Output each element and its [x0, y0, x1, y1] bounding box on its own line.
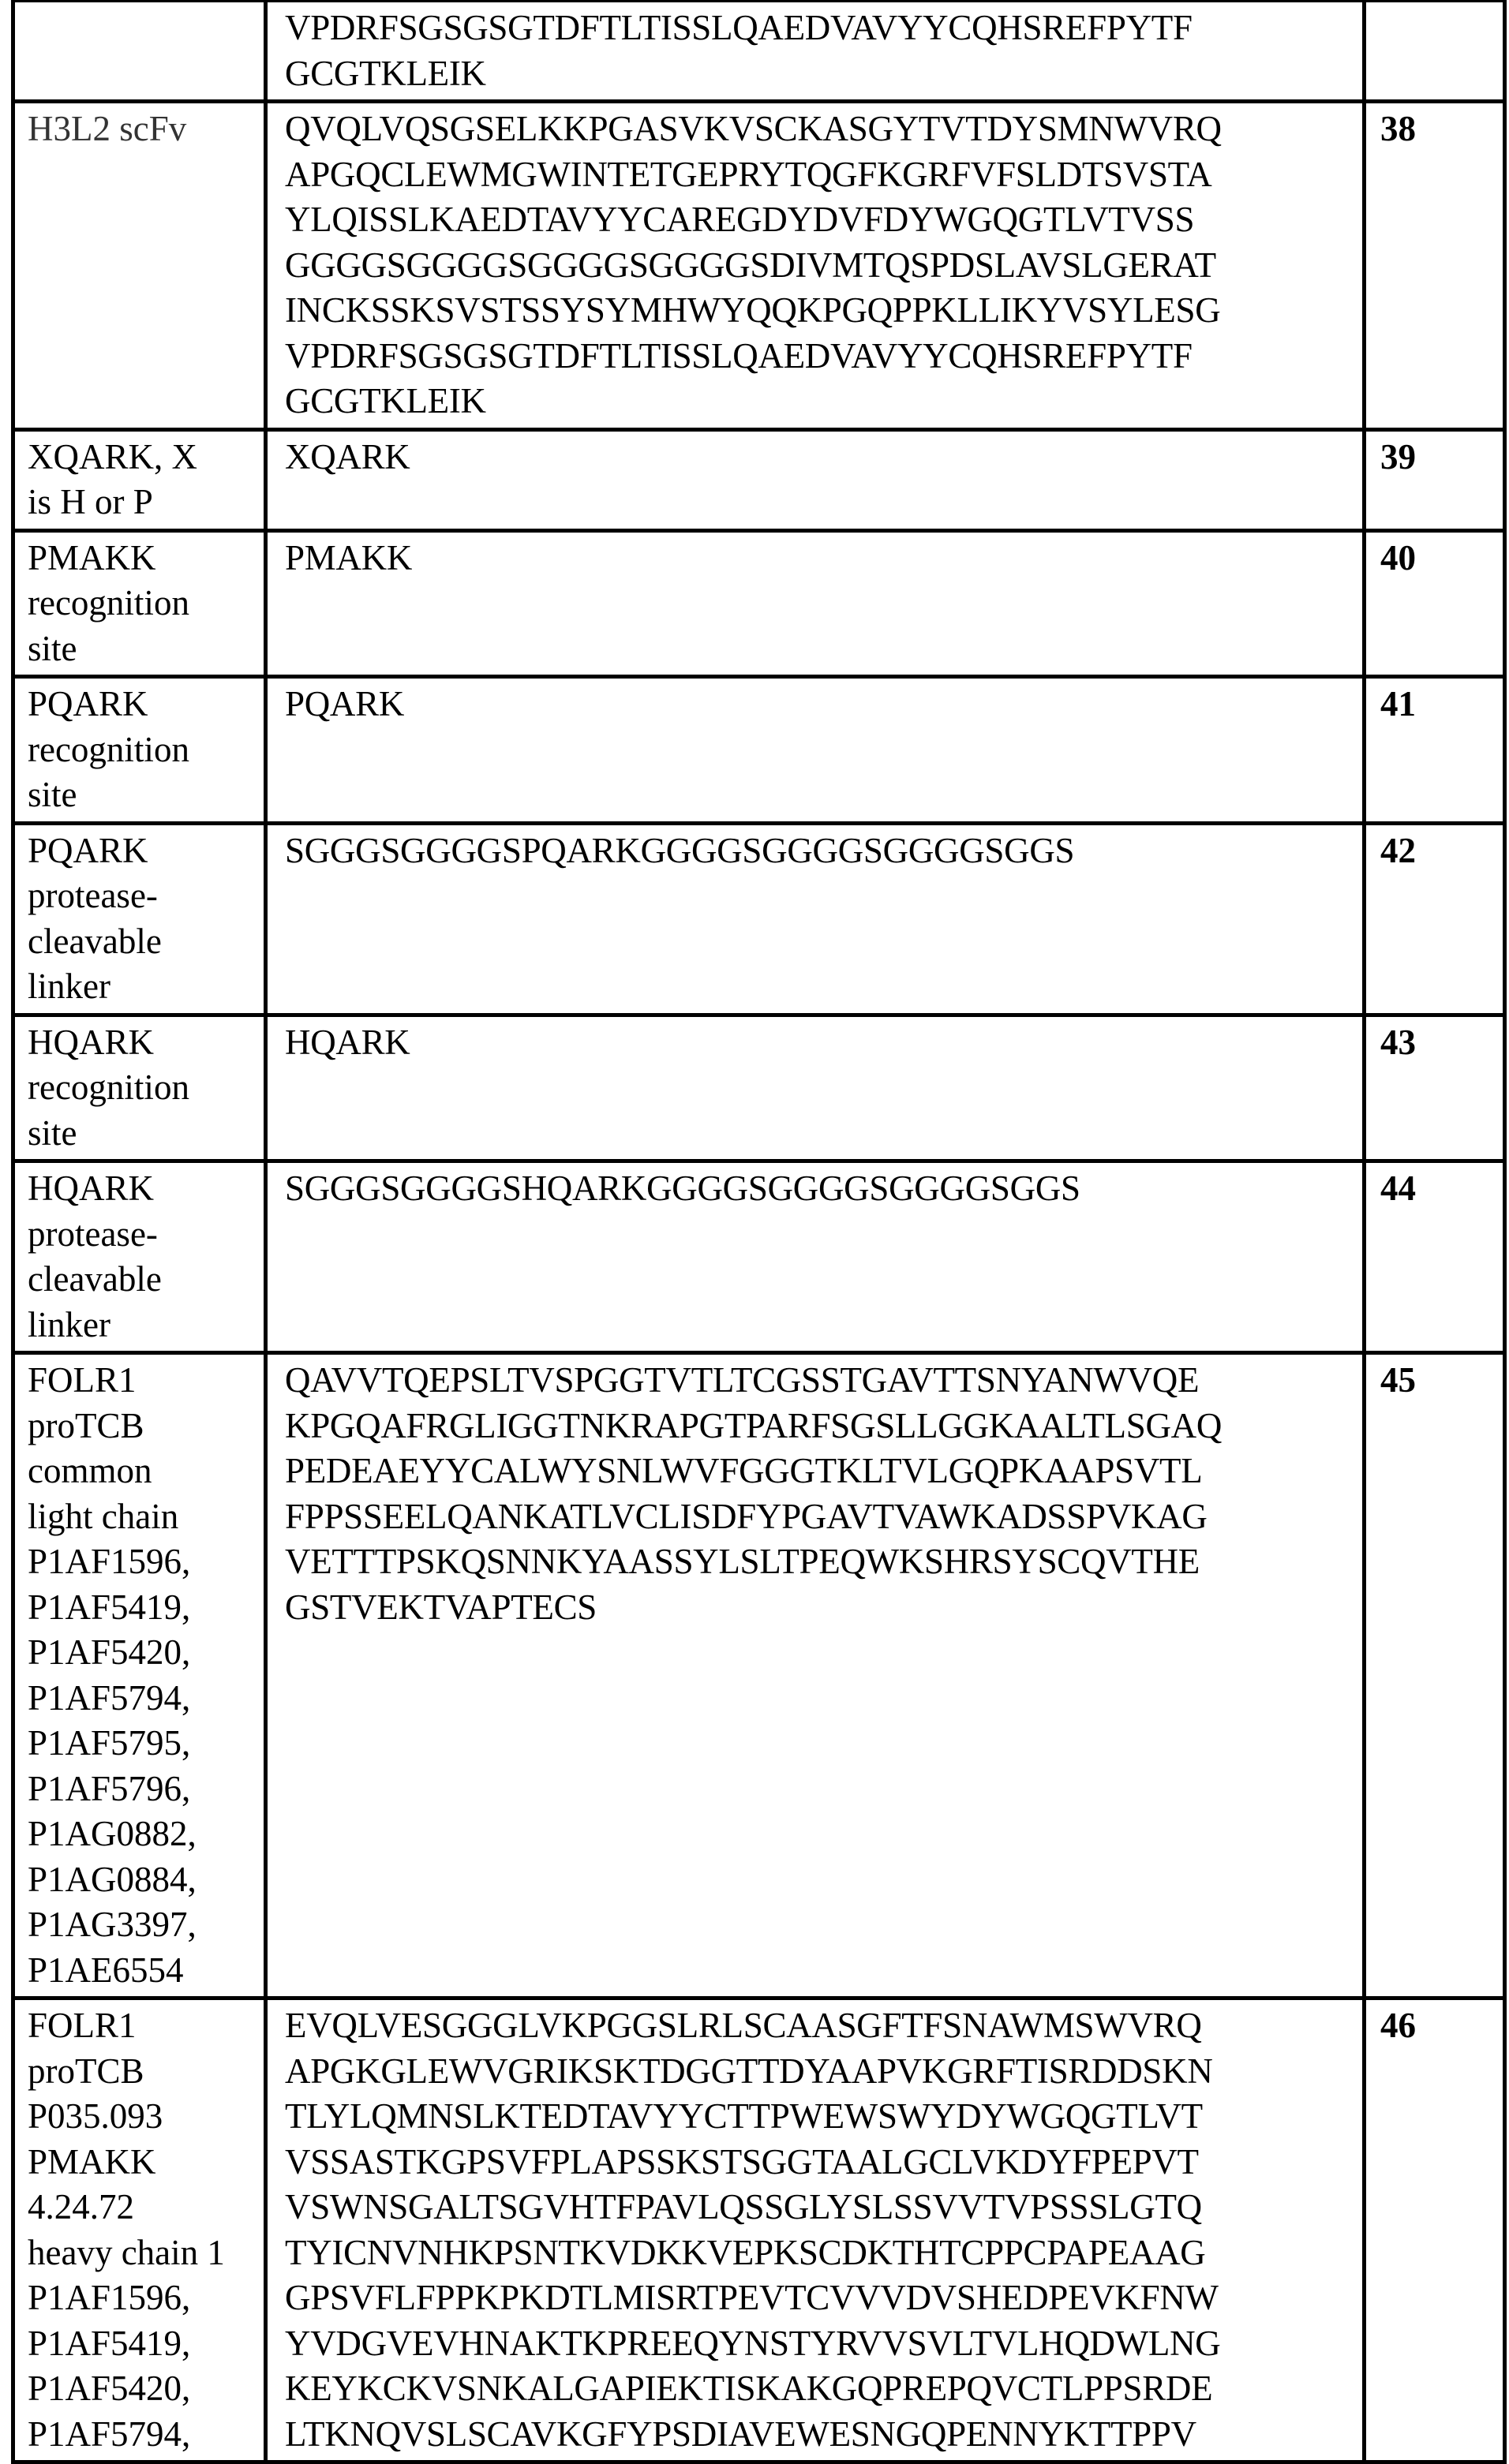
seq-id-number: 43 [1365, 1015, 1505, 1161]
table-row [13, 1, 1505, 102]
table-row [13, 1353, 1505, 1998]
sequence-line: QVQLVQSGSELKKPGASVKVSCKASGYTVTDYSMNWVRQ [285, 107, 1362, 152]
sequence-cell [266, 823, 1365, 1015]
table-row [13, 530, 1505, 677]
sequence-line: FPPSSEELQANKATLVCLISDFYPGAVTVAWKADSSPVKAG [285, 1494, 1362, 1540]
table-row [13, 1998, 1505, 2462]
sequence-line: KEYKCKVSNKALGAPIEKTISKAKGQPREPQVCTLPPSRDE [285, 2366, 1362, 2412]
sequence-line: EVQLVESGGGLVKPGGSLRLSCAASGFTFSNAWMSWVRQ [285, 2003, 1362, 2049]
sequence-name-text: HQARK protease- cleavable linker [28, 1168, 162, 1344]
sequence-name-text: PQARK protease- cleavable linker [28, 831, 162, 1007]
sequence-cell [266, 1161, 1365, 1353]
sequence-line: VPDRFSGSGSGTDFTLTISSLQAEDVAVYYCQHSREFPYTF [285, 6, 1362, 51]
table-row [13, 1015, 1505, 1161]
sequence-line: TLYLQMNSLKTEDTAVYYCTTPWEWSWYDYWGQGTLVT [285, 2094, 1362, 2140]
sequence-name [13, 1, 266, 102]
sequence-cell [266, 1015, 1365, 1161]
table-row [13, 823, 1505, 1015]
sequence-line: QAVVTQEPSLTVSPGGTVTLTCGSSTGAVTTSNYANWVQE [285, 1358, 1362, 1404]
sequence-name [13, 1161, 266, 1353]
sequence-cell [266, 1353, 1365, 1998]
seq-id-number: 39 [1365, 429, 1505, 530]
seq-id-number: 45 [1365, 1353, 1505, 1998]
sequence-line: TYICNVNHKPSNTKVDKKVEPKSCDKTHTCPPCPAPEAAG [285, 2230, 1362, 2276]
table-row [13, 677, 1505, 824]
table-row [13, 429, 1505, 530]
sequence-name-text: XQARK, X is H or P [28, 437, 197, 522]
sequence-line: GPSVFLFPPKPKDTLMISRTPEVTCVVVDVSHEDPEVKFNW [285, 2275, 1362, 2321]
sequence-line: APGKGLEWVGRIKSKTDGGTTDYAAPVKGRFTISRDDSKN [285, 2049, 1362, 2095]
sequence-name-text: FOLR1 proTCB common light chain P1AF1596, P1AF5419, P1AF5420, P1AF5794, P1AF5795, P1AF5796, P1AG0882, P1AG0884, P1AG3397, P1AE6554 [28, 1360, 197, 1990]
sequence-name [13, 677, 266, 824]
seq-id-number: 40 [1365, 530, 1505, 677]
sequence-cell [266, 102, 1365, 430]
sequence-name [13, 429, 266, 530]
sequence-name-text: H3L2 scFv [28, 109, 186, 148]
sequence-line: KPGQAFRGLIGGTNKRAPGTPARFSGSLLGGKAALTLSGAQ [285, 1404, 1362, 1449]
sequence-line: PMAKK [285, 536, 1362, 581]
sequence-line: INCKSSKSVSTSSYSYMHWYQQKPGQPPKLLIKYVSYLESG [285, 288, 1362, 334]
sequence-cell [266, 1998, 1365, 2462]
seq-id-number: 42 [1365, 823, 1505, 1015]
sequence-line: LTKNQVSLSCAVKGFYPSDIAVEWESNGQPENNYKTTPPV [285, 2412, 1362, 2458]
sequence-line: YLQISSLKAEDTAVYYCAREGDYDVFDYWGQGTLVTVSS [285, 197, 1362, 243]
sequence-name [13, 823, 266, 1015]
sequence-name-text: PMAKK recognition site [28, 538, 189, 668]
sequence-line: APGQCLEWMGWINTETGEPRYTQGFKGRFVFSLDTSVSTA [285, 152, 1362, 198]
sequence-name-text: HQARK recognition site [28, 1023, 189, 1153]
sequence-line: XQARK [285, 435, 1362, 480]
sequence-line: VSSASTKGPSVFPLAPSSKSTSGGTAALGCLVKDYFPEPVT [285, 2140, 1362, 2185]
sequence-name [13, 530, 266, 677]
seq-id-number: 41 [1365, 677, 1505, 824]
sequence-line: GCGTKLEIK [285, 379, 1362, 424]
sequence-line: PQARK [285, 682, 1362, 727]
sequence-line: GGGGSGGGGSGGGGSGGGGSDIVMTQSPDSLAVSLGERAT [285, 243, 1362, 289]
sequence-name [13, 1353, 266, 1998]
seq-id-number: 46 [1365, 1998, 1505, 2462]
sequence-name [13, 1998, 266, 2462]
sequence-line: VPDRFSGSGSGTDFTLTISSLQAEDVAVYYCQHSREFPYTF [285, 334, 1362, 380]
sequence-line: SGGGSGGGGSHQARKGGGGSGGGGSGGGGSGGS [285, 1166, 1362, 1212]
sequence-line: SGGGSGGGGSPQARKGGGGSGGGGSGGGGSGGS [285, 828, 1362, 874]
sequence-name-text: FOLR1 proTCB P035.093 PMAKK 4.24.72 heavy chain 1 P1AF1596, P1AF5419, P1AF5420, P1AF5794, [28, 2006, 225, 2454]
sequence-cell [266, 530, 1365, 677]
sequence-line: HQARK [285, 1020, 1362, 1066]
sequence-name-text: PQARK recognition site [28, 684, 189, 814]
sequence-cell [266, 429, 1365, 530]
sequence-name [13, 102, 266, 430]
table-row [13, 1161, 1505, 1353]
table-row [13, 102, 1505, 430]
seq-id-number: 38 [1365, 102, 1505, 430]
sequence-line: PEDEAEYYCALWYSNLWVFGGGTKLTVLGQPKAAPSVTL [285, 1449, 1362, 1494]
sequence-line: GSTVEKTVAPTECS [285, 1585, 1362, 1631]
sequence-table-body [13, 1, 1505, 2462]
sequence-cell [266, 1, 1365, 102]
sequence-line: VETTTPSKQSNNKYAASSYLSLTPEQWKSHRSYSCQVTHE [285, 1539, 1362, 1585]
sequence-table [11, 0, 1507, 2464]
sequence-line: YVDGVEVHNAKTKPREEQYNSTYRVVSVLTVLHQDWLNG [285, 2321, 1362, 2367]
sequence-line: GCGTKLEIK [285, 51, 1362, 97]
seq-id-number [1365, 1, 1505, 102]
sequence-name [13, 1015, 266, 1161]
seq-id-number: 44 [1365, 1161, 1505, 1353]
sequence-cell [266, 677, 1365, 824]
sequence-line: VSWNSGALTSGVHTFPAVLQSSGLYSLSSVVTVPSSSLGTQ [285, 2185, 1362, 2230]
